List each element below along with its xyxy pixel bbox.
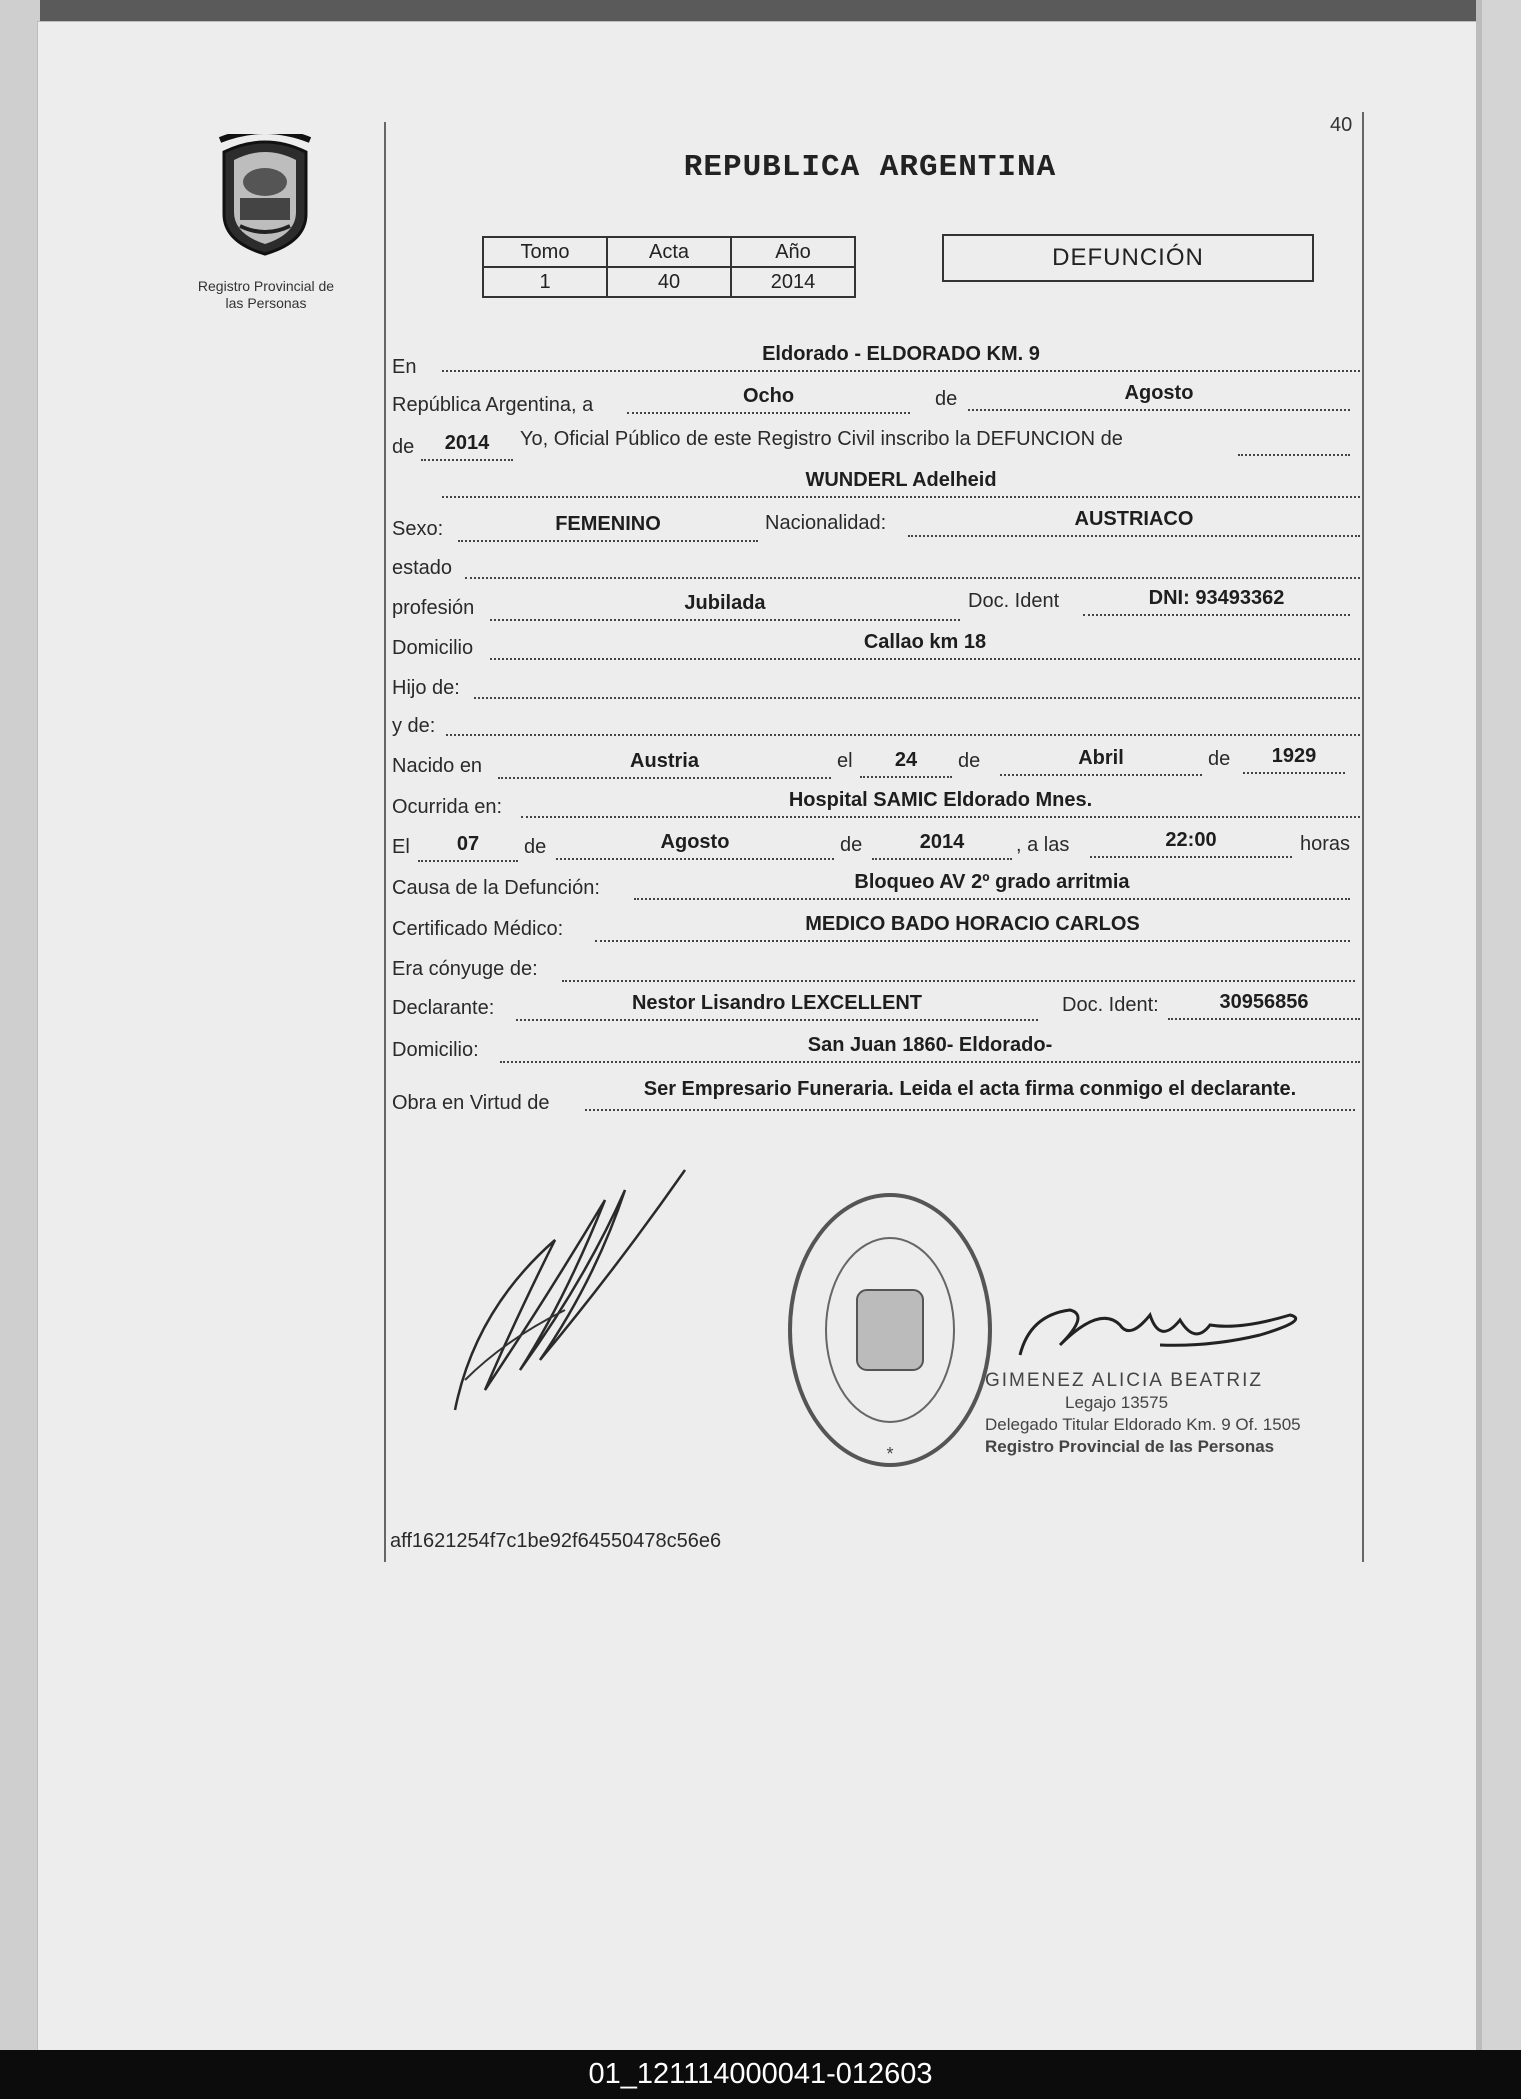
page-number: 40 (1330, 114, 1353, 136)
estado-field (465, 551, 1360, 579)
causa-field: Bloqueo AV 2º grado arritmia (634, 872, 1350, 900)
inscribo-trailing-field (1238, 428, 1350, 456)
logo-caption-line1: Registro Provincial de (197, 278, 335, 294)
logo-caption (170, 278, 362, 312)
horas-label: horas (1300, 833, 1351, 855)
nac-de-label: de (958, 750, 981, 772)
conyuge-label: Era cónyuge de: (392, 958, 538, 980)
right-margin-line (1362, 112, 1364, 1562)
doc-ident-label: Doc. Ident (968, 590, 1060, 612)
nac-dia-field: 24 (860, 750, 952, 778)
document-title: REPUBLICA ARGENTINA (683, 150, 1057, 185)
nacionalidad-label: Nacionalidad: (765, 512, 887, 534)
de2-label: de (392, 436, 415, 458)
page-edge (1476, 0, 1482, 2050)
dia-field: Ocho (627, 386, 910, 414)
declarante-label: Declarante: (392, 997, 495, 1019)
decl-domicilio-label: Domicilio: (392, 1039, 479, 1061)
official-signature (1010, 1285, 1335, 1375)
ocurrida-field: Hospital SAMIC Eldorado Mnes. (521, 790, 1360, 818)
decl-doc-label: Doc. Ident: (1062, 994, 1159, 1016)
domicilio-field: Callao km 18 (490, 632, 1360, 660)
document-hash: aff1621254f7c1be92f64550478c56e6 (390, 1530, 722, 1552)
def-de-label: de (524, 836, 547, 858)
def-de2-label: de (840, 834, 863, 856)
anio-header: Año (731, 237, 855, 267)
de-label: de (935, 388, 958, 410)
declarante-field: Nestor Lisandro LEXCELLENT (516, 993, 1038, 1021)
logo-caption-line2: las Personas (225, 295, 307, 311)
nombre-field: WUNDERL Adelheid (442, 470, 1360, 498)
def-anio-field: 2014 (872, 832, 1012, 860)
background-left (0, 0, 40, 2050)
tomo-acta-anio-table (482, 236, 856, 298)
certificado-field: MEDICO BADO HORACIO CARLOS (595, 914, 1350, 942)
hijo-label: Hijo de: (392, 677, 460, 699)
el2-label: El (392, 836, 410, 858)
left-margin-line (384, 122, 386, 1562)
nacido-field: Austria (498, 751, 831, 779)
def-dia-field: 07 (418, 834, 518, 862)
tomo-header: Tomo (483, 237, 607, 267)
nacionalidad-field: AUSTRIACO (908, 509, 1360, 537)
yde-label: y de: (392, 715, 436, 737)
official-round-stamp (785, 1190, 995, 1475)
doc-ident-field: DNI: 93493362 (1083, 588, 1350, 616)
acta-header: Acta (607, 237, 731, 267)
svg-text:*: * (886, 1444, 894, 1464)
el-label: el (837, 750, 853, 772)
causa-label: Causa de la Defunción: (392, 877, 600, 899)
anio-field: 2014 (421, 433, 513, 461)
alas-label: , a las (1016, 834, 1070, 856)
profesion-label: profesión (392, 597, 475, 619)
nac-de2-label: de (1208, 748, 1231, 770)
official-legajo: Legajo 13575 (1065, 1393, 1169, 1412)
acta-value: 40 (607, 267, 731, 297)
sexo-field: FEMENINO (458, 514, 758, 542)
inscribo-label: Yo, Oficial Público de este Registro Civil inscribo la DEFUNCION de (520, 428, 1123, 450)
official-block (985, 1370, 1325, 1458)
nac-anio-field: 1929 (1243, 746, 1345, 774)
en-label: En (392, 356, 417, 378)
mes-field: Agosto (968, 383, 1350, 411)
decl-doc-field: 30956856 (1168, 992, 1360, 1020)
official-organismo: Registro Provincial de las Personas (985, 1437, 1275, 1456)
hora-field: 22:00 (1090, 830, 1292, 858)
yde-field (446, 708, 1360, 736)
nac-mes-field: Abril (1000, 748, 1202, 776)
misiones-seal-logo (210, 134, 320, 260)
footer-id-bar: 01_121114000041-012603 (0, 2050, 1521, 2099)
anio-value: 2014 (731, 267, 855, 297)
nacido-label: Nacido en (392, 755, 483, 777)
conyuge-field (562, 954, 1355, 982)
document-type-box: DEFUNCIÓN (942, 234, 1314, 282)
tomo-value: 1 (483, 267, 607, 297)
certificado-label: Certificado Médico: (392, 918, 564, 940)
obra-field: Ser Empresario Funeraria. Leida el acta firma conmigo el declarante. (585, 1076, 1355, 1111)
official-cargo: Delegado Titular Eldorado Km. 9 Of. 1505 (985, 1415, 1301, 1434)
obra-label: Obra en Virtud de (392, 1092, 550, 1114)
republica-label: República Argentina, a (392, 394, 594, 416)
official-name: GIMENEZ ALICIA BEATRIZ (985, 1370, 1264, 1391)
declarant-signature (445, 1160, 695, 1420)
domicilio-label: Domicilio (392, 637, 474, 659)
background-right (1481, 0, 1521, 2050)
profesion-field: Jubilada (490, 593, 960, 621)
estado-label: estado (392, 557, 453, 579)
lugar-field: Eldorado - ELDORADO KM. 9 (442, 344, 1360, 372)
def-mes-field: Agosto (556, 832, 834, 860)
hijo-field (474, 671, 1360, 699)
ocurrida-label: Ocurrida en: (392, 796, 503, 818)
sexo-label: Sexo: (392, 518, 444, 540)
decl-domicilio-field: San Juan 1860- Eldorado- (500, 1035, 1360, 1063)
